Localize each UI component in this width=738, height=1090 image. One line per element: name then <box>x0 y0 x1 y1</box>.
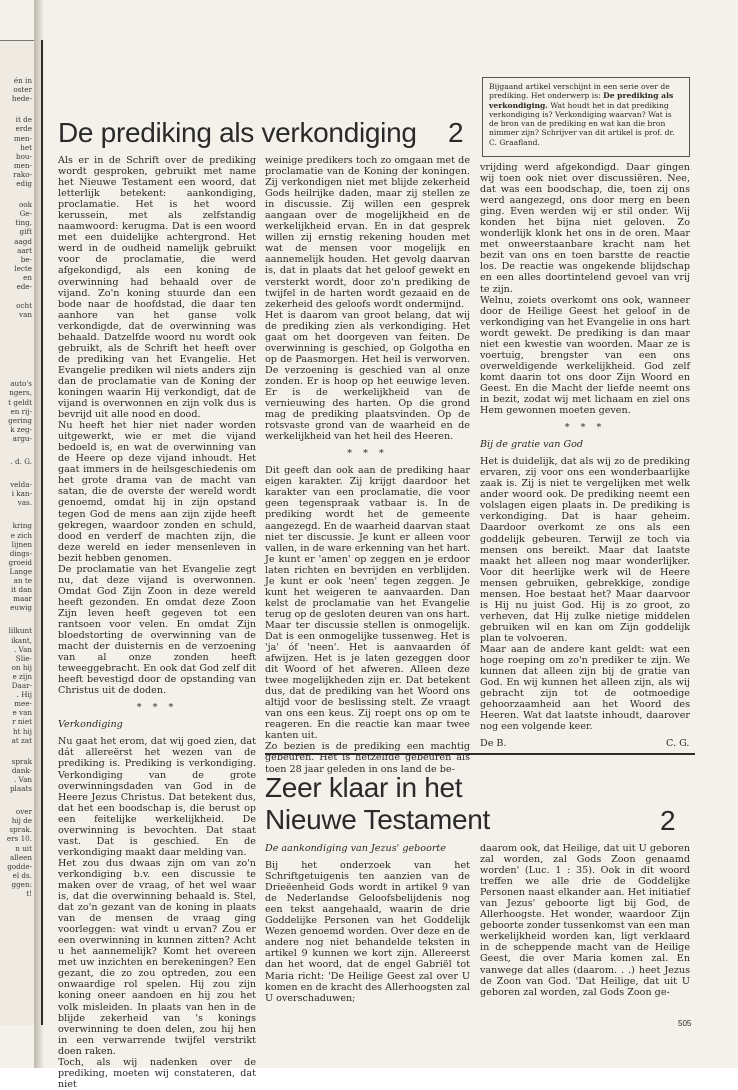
article2-title <box>265 772 565 836</box>
facing-page-text-fragment: gering <box>8 415 32 425</box>
facing-page-text-fragment: godde- <box>7 861 32 871</box>
facing-page-text-fragment: plaats <box>9 784 32 793</box>
facing-page-text-fragment: Slie- <box>15 653 32 663</box>
facing-page-text-fragment: el ds. <box>12 870 32 880</box>
facing-page-text-fragment: en rij- <box>10 406 32 416</box>
facing-page-text-fragment: Lange <box>9 566 32 576</box>
facing-page-text-fragment: dings- <box>9 548 32 558</box>
facing-page-text-fragment: ting, <box>15 218 32 228</box>
article-title: De prediking als verkondiging <box>58 117 417 148</box>
paragraph: Toch, als wij nadenken over de prediking, moeten wij constateren, dat niet <box>58 1056 256 1090</box>
facing-page-text-fragment: aagd <box>14 236 32 246</box>
paragraph: Het is duidelijk, dat als wij zo de prediking ervaren, zij voor ons een wonderbaarlijke zaak is. Zij is niet te vergelijken met welk ander woord ook. De prediking neemt een volslagen eigen plaats in. De prediking is verkondiging. Dat is haar geheim. Daardoor overkomt ze ons als een goddelijk gebeuren. Terwijl ze toch via mensen ons bereikt. Maar dat laatste maakt het alleen nog maar wonderlijker. Voor dit heerlijke werk wil de Heere mensen gebruiken, gebrekkige, zondige mensen. Hoe bestaat het? Maar daarvoor is Hij nu juist God. Hij is zo groot, zo verheven, dat Hij zulke nietige middelen gebruiken wil en kan om Zijn goddelijk plan te volvoeren. <box>480 456 690 644</box>
article1-column-3 <box>480 162 690 732</box>
paragraph: daarom ook, dat Heilige, dat uit U geboren zal worden, zal Gods Zoon genaamd worden' (Luc. 1 : 35). Ook in dit woord treffen we alle drie de Goddelijke Personen naast elkander aan. Het initiatief van Jezus' geboorte ligt bij God, de Allerhoogste. Het wonder, waardoor Zijn geboorte zonder tussenkomst van een man werkelijkheid worden kan, ligt verklaard in de scheppende macht van de Heilige Geest, die over Maria komen zal. En vanwege dat alles (daarom. . .) heet Jezus de Zoon van God. 'Dat Heilige, dat uit U geboren zal worden, zal Gods Zoon ge- <box>480 843 690 998</box>
intro-topic: De prediking als verkondiging. <box>489 91 674 110</box>
article2-column-2 <box>480 843 690 1013</box>
facing-page-text-fragment: . Van <box>13 644 32 654</box>
paragraph: Nu gaat het erom, dat wij goed zien, dat dát allereërst het wezen van de prediking is. Prediking is verkondiging. Verkondiging van de grote overwinningsdaden van God in de Heere Jezus Christus. Dat betekent dus, dat het een boodschap is, die berust op een feitelijke werkelijkheid. De overwinning is bevochten. Dat staat vast. Dat is geschied. En de verkondiging maakt daar melding van. <box>58 736 256 858</box>
facing-page-text-fragment: it dan <box>11 585 32 595</box>
facing-page-text-fragment: het <box>20 142 32 152</box>
paragraph: Maar aan de andere kant geldt: wat een hoge roeping om zo'n prediker te zijn. We kunnen dat alleen zijn bij de gratie van God. En wij kunnen het alleen zijn, als wij gebracht zijn tot de ootmoedige gehoorzaamheid aan het Woord des Heeren. Wat dat laatste inhoudt, daarover nog een volgende keer. <box>480 643 690 733</box>
facing-page-text-fragment: maar <box>13 594 32 604</box>
facing-page-text-fragment: kring <box>12 521 32 531</box>
column-rule <box>41 40 43 1025</box>
article2-title-line: Nieuwe Testament <box>265 804 491 835</box>
section-divider: * * * <box>347 448 388 460</box>
facing-page-text-fragment: t geldt <box>8 397 32 407</box>
facing-page-text-fragment: i kan- <box>11 489 32 499</box>
facing-page-text-fragment: over <box>15 807 32 817</box>
article2-series-number: 2 <box>660 805 676 836</box>
facing-page-text-fragment: gift <box>19 227 32 237</box>
section-divider: * * * <box>136 702 178 714</box>
paragraph: Dit geeft dan ook aan de prediking haar eigen karakter. Zij krijgt daardoor het karakter van een proclamatie, die voor geen tegenspraak vatbaar is. In de prediking wordt het de gemeente aangezegd. En de waarheid daarvan staat niet ter discussie. Je kunt er alleen voor vallen, in de ware erkenning van het hart. Je kunt er 'amen' op zeggen en je erdoor laten richten en bevrijden en verblijden. Je kunt er ook 'neen' tegen zeggen. Je kunt het weigeren te aanvaarden. Dan kelst de proclamatie van het Evangelie terug op de gesloten deuren van ons hart. <box>265 465 470 620</box>
facing-page-text-fragment: at zat <box>11 735 32 745</box>
facing-page-text-fragment: auto's <box>10 379 32 389</box>
facing-page-text-fragment: velda- <box>10 480 32 490</box>
facing-page-text-fragment: . Van <box>13 774 32 784</box>
facing-page-text-fragment: ggen: <box>11 879 32 889</box>
article1-column-2 <box>265 155 470 775</box>
facing-page-text-fragment: hede- <box>11 94 32 104</box>
article2-title-line: Zeer klaar in het <box>265 772 463 803</box>
paragraph: Als er in de Schrift over de prediking wordt gesproken, gebruikt met name het Nieuwe Testament een woord, dat letterlijk betekent: aankondiging, proclamatie. Het is het woord kerussein, met als zelfstandig naamwoord: kerugma. Dat is een woord met een duidelijke achtergrond. Het werd in de oudheid namelijk gebruikt voor de proclamatie, die werd afgekondigd, als een koning de overwinning had behaald over de vijand. Zo'n koning stuurde dan een bode naar de hoofdstad, die daar ten aanhore van het ganse volk verkondigde, dat de overwinning was behaald. Datzelfde woord nu wordt ook gebruikt, als de Schrift het heeft over de prediking van het Evangelie. Het Evangelie prediken wil niets anders zijn dan de proclamatie van de Koning der koningen waarin Hij verkondigt, dat de vijand is overwonnen en zijn volk dus is bevrijd uit alle nood en dood. <box>58 155 256 421</box>
facing-page-text-fragment: ikant, <box>11 635 32 645</box>
facing-page-text-fragment: én in <box>13 76 32 85</box>
facing-page-text-fragment: argu- <box>12 433 32 443</box>
facing-page-text-fragment: ers 10. <box>6 834 32 844</box>
facing-page-text-fragment: erde <box>15 124 32 134</box>
intro-text: Bijgaand artikel verschijnt in een serie over de prediking. Het onderwerp is: <box>489 82 670 101</box>
article-series-number: 2 <box>448 117 464 148</box>
facing-page-text-fragment: alleen <box>9 852 32 862</box>
facing-page-text-fragment: ede- <box>16 282 32 291</box>
facing-page-text-fragment: an te <box>13 576 32 585</box>
facing-page-text-fragment: lijnen <box>11 539 32 549</box>
facing-page-text-fragment: . Hij <box>16 690 32 700</box>
facing-page-text-fragment: r niet <box>12 717 32 727</box>
facing-page-text-fragment: sprak. <box>9 825 32 835</box>
paragraph: Maar ter discussie stellen is onmogelijk. Dat is een onmogelijke tussenweg. Het is 'ja' óf 'neen'. Het is aanvaarden óf afwijzen. Het is je laten gezeggen door dit Woord of het afweren. Alleen deze twee mogelijkheden zijn er. Dat betekent dus, dat de prediking van het Woord ons altijd voor de beslissing stelt. Ze vraagt van ons een keus. Zij roept ons op om te reageren. En die reactie kan maar twee kanten uit. <box>265 619 470 742</box>
subheading: Verkondiging <box>58 719 123 731</box>
section-divider: * * * <box>564 422 606 434</box>
facing-page-text-fragment: it de <box>15 115 32 125</box>
article1-column-1 <box>58 155 256 1090</box>
facing-page-text-fragment: mee- <box>14 699 32 709</box>
facing-page-text-fragment: bou- <box>16 151 32 161</box>
facing-page-text-fragment: be- <box>20 254 32 264</box>
subheading: Bij de gratie van God <box>480 439 584 451</box>
subheading: De aankondiging van Jezus' geboorte <box>265 843 446 854</box>
facing-page-text-fragment: men- <box>13 160 32 170</box>
facing-page-text-fragment: oster <box>13 85 32 95</box>
facing-page-text-fragment: Daar- <box>11 681 32 690</box>
facing-page-text-fragment: groeid <box>8 557 32 567</box>
facing-page-text-fragment: e van <box>12 708 32 718</box>
facing-page-text-fragment: ht hij <box>13 726 32 736</box>
intro-text-rest: Wat houdt het in dat prediking verkondiging is? Verkondiging waarvan? Wat is de bron van de prediking en wat kan die bron nimmer zijn? Schrijver van dit artikel is prof. dr. C. Graafland. <box>489 100 675 147</box>
paragraph: De proclamatie van het Evangelie zegt nu, dat deze vijand is overwonnen. Omdat God Zijn Zoon in deze wereld heeft gezonden. En omdat deze Zoon Zijn leven heeft gegeven tot een rantsoen voor velen. En omdat Zijn bloedstorting de overwinning van de macht der duisternis en de verzoening van al onze zonden heeft teweeggebracht. En ook dat God zelf dit heeft bevestigd door de opstanding van Christus uit de doden. <box>58 563 256 697</box>
facing-page-text-fragment: rako- <box>13 169 32 179</box>
facing-page-rule <box>0 40 34 41</box>
facing-page-fragment <box>0 40 34 1025</box>
paragraph: Welnu, zoiets overkomt ons ook, wanneer door de Heilige Geest het geloof in de verkondiging van het Evangelie in ons hart wordt gewekt. De prediking is dan maar niet een kwestie van woorden. Maar ze is voertuig, brengster van een ons overweldigende werkelijkheid. God zelf komt daarin tot ons door Zijn Woord en Geest. En die Macht der liefde neemt ons in bezit, zodat wij met lichaam en ziel ons Hem gewonnen moeten geven. <box>480 294 690 417</box>
facing-page-text-fragment: en <box>23 272 32 282</box>
facing-page-text-fragment: aart <box>17 245 32 255</box>
intro-box <box>482 77 690 157</box>
facing-page-text-fragment: Ge- <box>19 209 32 219</box>
facing-page-text-fragment: lecte <box>14 263 32 273</box>
facing-page-text-fragment: ngers, <box>9 388 32 398</box>
facing-page-text-fragment: ook <box>18 200 32 210</box>
facing-page-text-fragment: sprak <box>11 756 32 766</box>
page-number: 505 <box>678 1019 692 1028</box>
facing-page-text-fragment: dank- <box>11 765 32 775</box>
article2-column-1 <box>265 843 470 1013</box>
facing-page-text-fragment: k zeg- <box>10 424 32 434</box>
facing-page-text-fragment: e zijn <box>12 671 32 681</box>
facing-page-text-fragment: hij de <box>11 816 32 826</box>
facing-page-text-fragment: . d. G. <box>10 457 32 466</box>
paragraph: Het is daarom van groot belang, dat wij de prediking zien als verkondiging. Het gaat om het doorgeven van feiten. De overwinning is geschied, op Golgotha en op de Paasmorgen. Het heil is verworven. De verzoening is geschied van al onze zonden. Er is hoop op het eeuwige leven. Er is de werkelijkheid van de vernieuwing des harten. Op die grond mag de prediking plaatsvinden. Op de rotsvaste grond van de waarheid en de werkelijkheid van het heil des Heeren. <box>265 309 470 443</box>
facing-page-text-fragment: on hij <box>11 662 32 672</box>
facing-page-text-fragment: van <box>19 310 32 320</box>
facing-page-text-fragment: e zich <box>10 530 32 540</box>
facing-page-text-fragment: n uit <box>15 843 32 853</box>
facing-page-text-fragment: euwig <box>10 603 32 613</box>
paragraph: Bij het onderzoek van het Schriftgetuigenis ten aanzien van de Drieëenheid Gods wordt in artikel 9 van de Nederlandse Geloofsbelijdenis nog een tekst aangehaald, waarin de drie Goddelijke Personen van het Goddelijk Wezen genoemd worden. Over deze en de andere nog niet behandelde teksten in artikel 9 kunnen we kort zijn. Allereerst dan het woord, dat de engel Gabriël tot Maria richt: 'De Heilige Geest zal over U komen en de kracht des Allerhoogsten zal U overschaduwen; <box>265 860 470 1004</box>
paragraph: Nu heeft het hier niet nader worden uitgewerkt, wie er met die vijand bedoeld is, en wat de overwinning van de Heere op deze vijand inhoudt. Het gaat immers in de heilsgeschiedenis om het grote drama van de macht van satan, die de overste der wereld wordt genoemd, omdat hij in zijn opstand tegen God de mens aan zijn zijde heeft gekregen, waardoor zonden en schuld, dood en verderf de machten zijn, die deze wereld en ieder mensenleven in bezit hebben genomen. <box>58 420 256 564</box>
article-separator <box>265 753 695 755</box>
facing-page-text-fragment: lilkunt <box>8 626 32 636</box>
facing-page-text-fragment: men- <box>13 133 32 143</box>
paragraph: weinige predikers toch zo omgaan met de proclamatie van de Koning der koningen. Zij verkondigen niet met blijde zekerheid Gods heilrijke daden, maar zij stellen ze in discussie. Zij willen een gesprek aangaan over de mogelijkheid en de werkelijkheid ervan. En in dat gesprek willen zij ernstig rekening houden met wat de mensen voor mogelijk en aannemelijk houden. Het gevolg daarvan is, dat in plaats dat het geloof gewekt en versterkt wordt, door zo'n prediking de twijfel in de harten wordt gezaaid en de zekerheid des geloofs wordt ondermijnd. <box>265 155 470 310</box>
facing-page-text-fragment: ocht <box>16 301 32 311</box>
paragraph: Het zou dus dwaas zijn om van zo'n verkondiging b.v. een discussie te maken over de vraag, of het wel waar is, dat die overwinning behaald is. Stel, dat zo'n gezant van de koning in plaats van de mensen de vraag ging voorleggen: wat vindt u ervan? Zou er een overwinning in kunnen zitten? Acht u het aannemelijk? Komt het overeen met uw inzichten en berekeningen? Een gezant, die zo zou optreden, zou een onwaardige rol spelen. Hij zou zijn koning oneer aandoen en hij zou het volk misleiden. In plaats van hen in de blijde zekerheid van 's konings overwinning te doen delen, zou hij hen in een verwarrende twijfel verstrikt doen raken. <box>58 857 256 1057</box>
paragraph: vrijding werd afgekondigd. Daar gingen wij toen ook niet over discussiëren. Nee, dat was een boodschap, die, toen zij ons werd aangezegd, ons door merg en been ging. Even werden wij er stil onder. Wij konden het bijna niet geloven. Zo wonderlijk klonk het ons in de oren. Maar met onweerstaanbare kracht nam het bezit van ons en toen barstte de reactie los. De reactie was ongekende blijdschap en een alles doortintelend gevoel van vrij te zijn. <box>480 162 690 295</box>
signature-left: De B. <box>480 738 507 749</box>
facing-page-text-fragment: vas. <box>17 498 32 508</box>
facing-page-text-fragment: edig <box>16 179 32 188</box>
signature-right: C. G. <box>666 738 690 749</box>
facing-page-text-fragment: t! <box>26 889 32 898</box>
paragraph: Zo bezien is de prediking een machtig gebeuren. Het is hetzelfde gebeuren als toen 28 jaar geleden in ons land de be- <box>265 741 470 775</box>
